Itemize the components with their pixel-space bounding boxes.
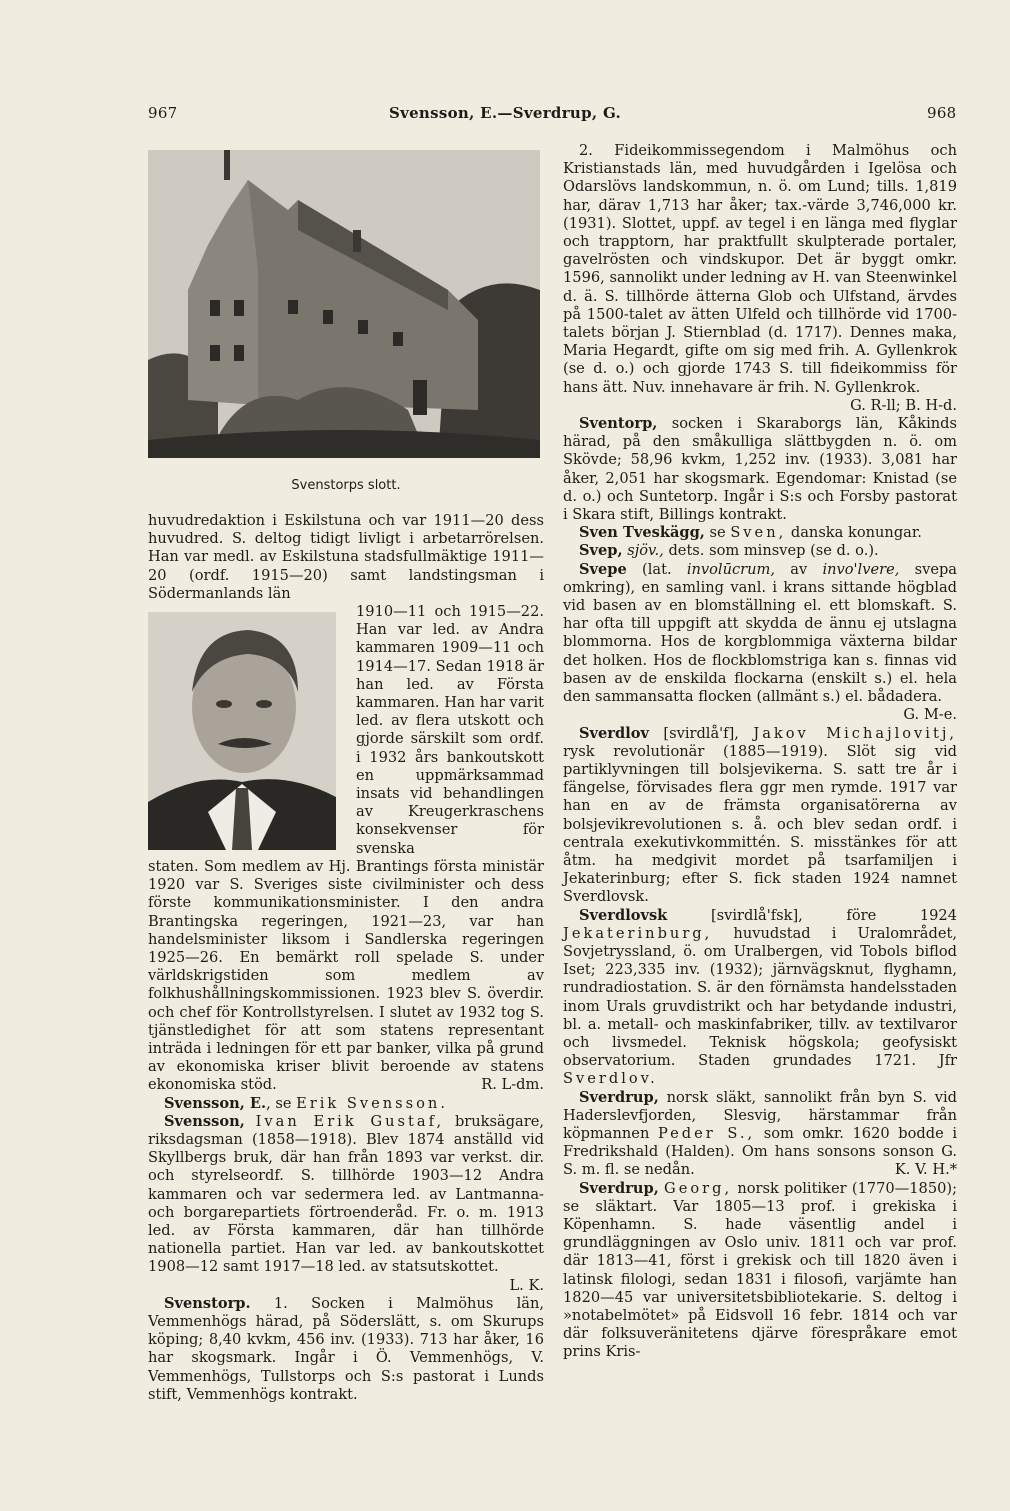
cross-reference: Sven, [730,524,787,542]
entry-head: Sverdlov [579,724,649,742]
entry-head: Sverdrup, [579,1179,659,1197]
entry-sventorp: Sventorp, socken i Skaraborgs län, Kåkinds härad, på den småkulliga slättbygden n. ö. om Skövde; 58,96 kvkm, 1,252 inv. (1933). 3,081 har åker, 2,051 har skogsmark. Egendomar: Knistad (se d. o.) och Suntetorp. Ingår i S:s och Forsby pastorat i Skara stift, Billings kontrakt. [563,415,957,524]
entry-svensson-e: Svensson, E., se Erik Svensson. [164,1094,448,1112]
entry-head: Svep, [579,542,623,560]
author-signature: R. L-dm. [481,1076,544,1094]
figure-caption: Svenstorps slott. [291,478,401,493]
entry-svenstorp-2: 2. Fideikommissegendom i Malmöhus och Kristianstads län, med huvudgården i Igelösa och Odarslövs landskommun, n. ö. om Lund; tills. 1,819 har, därav 1,713 har åker; tax.-värde 3,746,000 kr. (1931). Slottet, uppf. av tegel i en länga med flyglar och trapptorn, har praktfullt skulpterade portaler, gavelrösten och vindskupor. Det är byggt omkr. 1596, sannolikt under ledning av H. van Steenwinkel d. ä. S. tillhörde ätterna Glob och Ulfstand, ärvdes på 1500-talet av ätten Ulfeld och tillhörde vid 1700-talets början J. Stiernblad (d. 1717). Dennes maka, Maria Hegardt, gifte om sig med frih. A. Gyllenkrok (se d. o.) och gjorde 1743 S. till fideikommiss för hans ätt. Nuv. innehavare är frih. N. Gyllenkrok. G. R-ll; B. H-d. [563,142,957,414]
page-number-right: 968 [927,104,957,122]
left-column-wrap [356,603,544,858]
place-name: Jekaterinburg, [563,924,713,942]
right-column [563,142,957,1362]
author-signature: G. R-ll; B. H-d. [850,396,957,414]
entry-sverdrup-family: Sverdrup, norsk släkt, sannolikt från byn S. vid Haderslevfjorden, Slesvig, härstammar från köpmannen Peder S., som omkr. 1620 bodde i Fredrikshald (Halden). Om hans sonsons sonson G. S. m. fl. se nedån. K. V. H.* [563,1088,958,1179]
entry-head: Sverdlovsk [579,906,668,924]
entry-head: Svepe [579,560,627,578]
paragraph: 1910—11 och 1915—22. Han var led. av Andra kammaren 1909—11 och 1914—17. Sedan 1918 är han led. av Första kammaren. Han har varit led. av flera utskott och gjorde särskilt som ordf. i 1932 års bankoutskott en uppmärksammad insats vid behandlingen av Kreugerkraschens konsekvenser för svenska [356,603,544,857]
running-title: Svensson, E.—Sverdrup, G. [388,104,622,122]
entry-svensson-ivan: Svensson, Ivan Erik Gustaf, bruksägare, riksdagsman (1858—1918). Blev 1874 anställd vid Skyllbergs bruk, där han från 1893 var verkst. dir. och styrelseordf. S. tillhörde 1903—12 Andra kammaren och var sedermera led. av Lantmanna- och borgarepartiets förtroenderåd. Fr. o. m. 1913 led. av Första kammaren, där han tillhörde nationella partiet. Han var led. av bankoutskottet 1908—12 samt 1917—18 led. av statsutskottet. L. K. [148,1112,545,1294]
portrait-photo [148,612,336,850]
entry-svepe: Svepe (lat. involūcrum, av invo'lvere, svepa omkring), en samling vanl. i krans sittande högblad vid basen av en blomställning el. ett blomskaft. S. har ofta till uppgift att skydda de ännu ej utslagna blommorna. Hos de korgblommiga växterna bildar det holken. Hos de flockblomstriga kan s. finnas vid basen av de enskilda flockarna (enskilt s.) el. hela den sammansatta flocken (allmänt s.) el. bådadera. G. M-e. [563,560,957,724]
person-name: Peder S., [657,1124,756,1142]
left-column-bottom [148,858,544,1404]
entry-head: Sventorp, [579,415,658,433]
castle-photo [148,150,540,458]
entry-head: Sverdrup, [579,1088,659,1106]
cross-reference: Sverdlov. [563,1070,658,1088]
entry-head: Svensson, E. [164,1094,267,1112]
entry-svep: Svep, sjöv., dets. som minsvep (se d. o.). [579,542,879,560]
entry-sverdrup-georg: Sverdrup, Georg, norsk politiker (1770—1850); se släktart. Var 1805—13 prof. i grekiska i Köpenhamn. S. hade väsentlig andel i grundläggningen av Oslo univ. 1811 och var prof. där 1813—41, först i grekisk och till 1820 även i latinsk filologi, sedan 1831 i filosofi, varjämte han 1820—45 var universitetsbibliotekarie. S. deltog i »notabelmötet» på Eidsvoll 16 febr. 1814 och var där folksuveränitetens djärve förespråkare emot prins Kris- [563,1179,957,1361]
entry-head: Svenstorp. [164,1294,251,1312]
entry-svenstorp: Svenstorp. 1. Socken i Malmöhus län, Vemmenhögs härad, på Söderslätt, s. om Skurups köping; 8,40 kvkm, 456 inv. (1933). 713 har åker, 16 har skogsmark. Ingår i Ö. Vemmenhögs, V. Vemmenhögs, Tullstorps och S:s pastorat i Lunds stift, Vemmenhögs kontrakt. [148,1294,544,1403]
author-signature: K. V. H.* [894,1161,957,1179]
entry-head: Svensson, [164,1112,245,1130]
page-number-left: 967 [148,104,178,122]
left-column-top [148,512,544,603]
entry-sven-tveskagg: Sven Tveskägg, se Sven, danska konungar. [579,524,922,542]
paragraph: staten. Som medlem av Hj. Brantings första ministär 1920 var S. Sveriges siste civilminister och dess förste kommunikationsminister. I den andra Brantingska regeringen, 1921—23, var han handelsminister liksom i Sandlerska regeringen 1925—26. En bemärkt roll spelade S. under världskrigstiden som medlem av folkhushållningskommissionen. 1923 blev S. överdir. och chef för Kontrollstyrelsen. I slutet av 1932 tog S. tjänstledighet för att som statens representant inträda i ledningen för ett par banker, vilka på grund av ekonomiska kriser blivit beroende av statens ekonomiska stöd. [148,858,544,1094]
cross-reference: Erik Svensson. [296,1094,448,1112]
person-name: Ivan Erik Gustaf, [255,1112,445,1130]
paragraph: huvudredaktion i Eskilstuna och var 1911—20 dess huvudred. S. deltog tidigt livligt i arbetarrörelsen. Han var medl. av Eskilstuna stadsfullmäktige 1911—20 (ordf. 1915—20) samt landstingsman i Södermanlands län [148,512,544,602]
entry-sverdlov: Sverdlov [svirdlå'f], Jakov Michajlovitj, rysk revolutionär (1885—1919). Slöt sig vid partiklyvningen till bolsjevikerna. S. satt tre år i fängelse, förvisades flera ggr men rymde. 1917 var han en av de främsta organisatörerna av bolsjevikrevolutionen s. å. och blev sedan ordf. i centrala exekutivkommittén. S. misstänkes för att åtm. ha medgivit mordet på tsarfamiljen i Jekaterinburg; efter S. fick staden 1924 namnet Sverdlovsk. [563,724,957,906]
entry-head: Sven Tveskägg, [579,524,705,542]
author-signature: G. M-e. [903,706,957,724]
entry-sverdlovsk: Sverdlovsk [svirdlå'fsk], före 1924 Jekaterinburg, huvudstad i Uralområdet, Sovjetryssland, ö. om Uralbergen, vid Tobols biflod Iset; 223,335 inv. (1932); järnvägsknut, flyghamn, rundradiostation. S. är den förnämsta handelsstaden inom Urals gruvdistrikt och har betydande industri, bl. a. metall- och maskinfabriker, tillv. av textilvaror och livsmedel. Teknisk högskola; geofysiskt observatorium. Staden grundades 1721. Jfr Sverdlov. [563,906,958,1088]
person-name: Georg, [664,1179,733,1197]
author-signature: L. K. [509,1276,544,1294]
person-name: Jakov Michajlovitj, [753,724,957,742]
